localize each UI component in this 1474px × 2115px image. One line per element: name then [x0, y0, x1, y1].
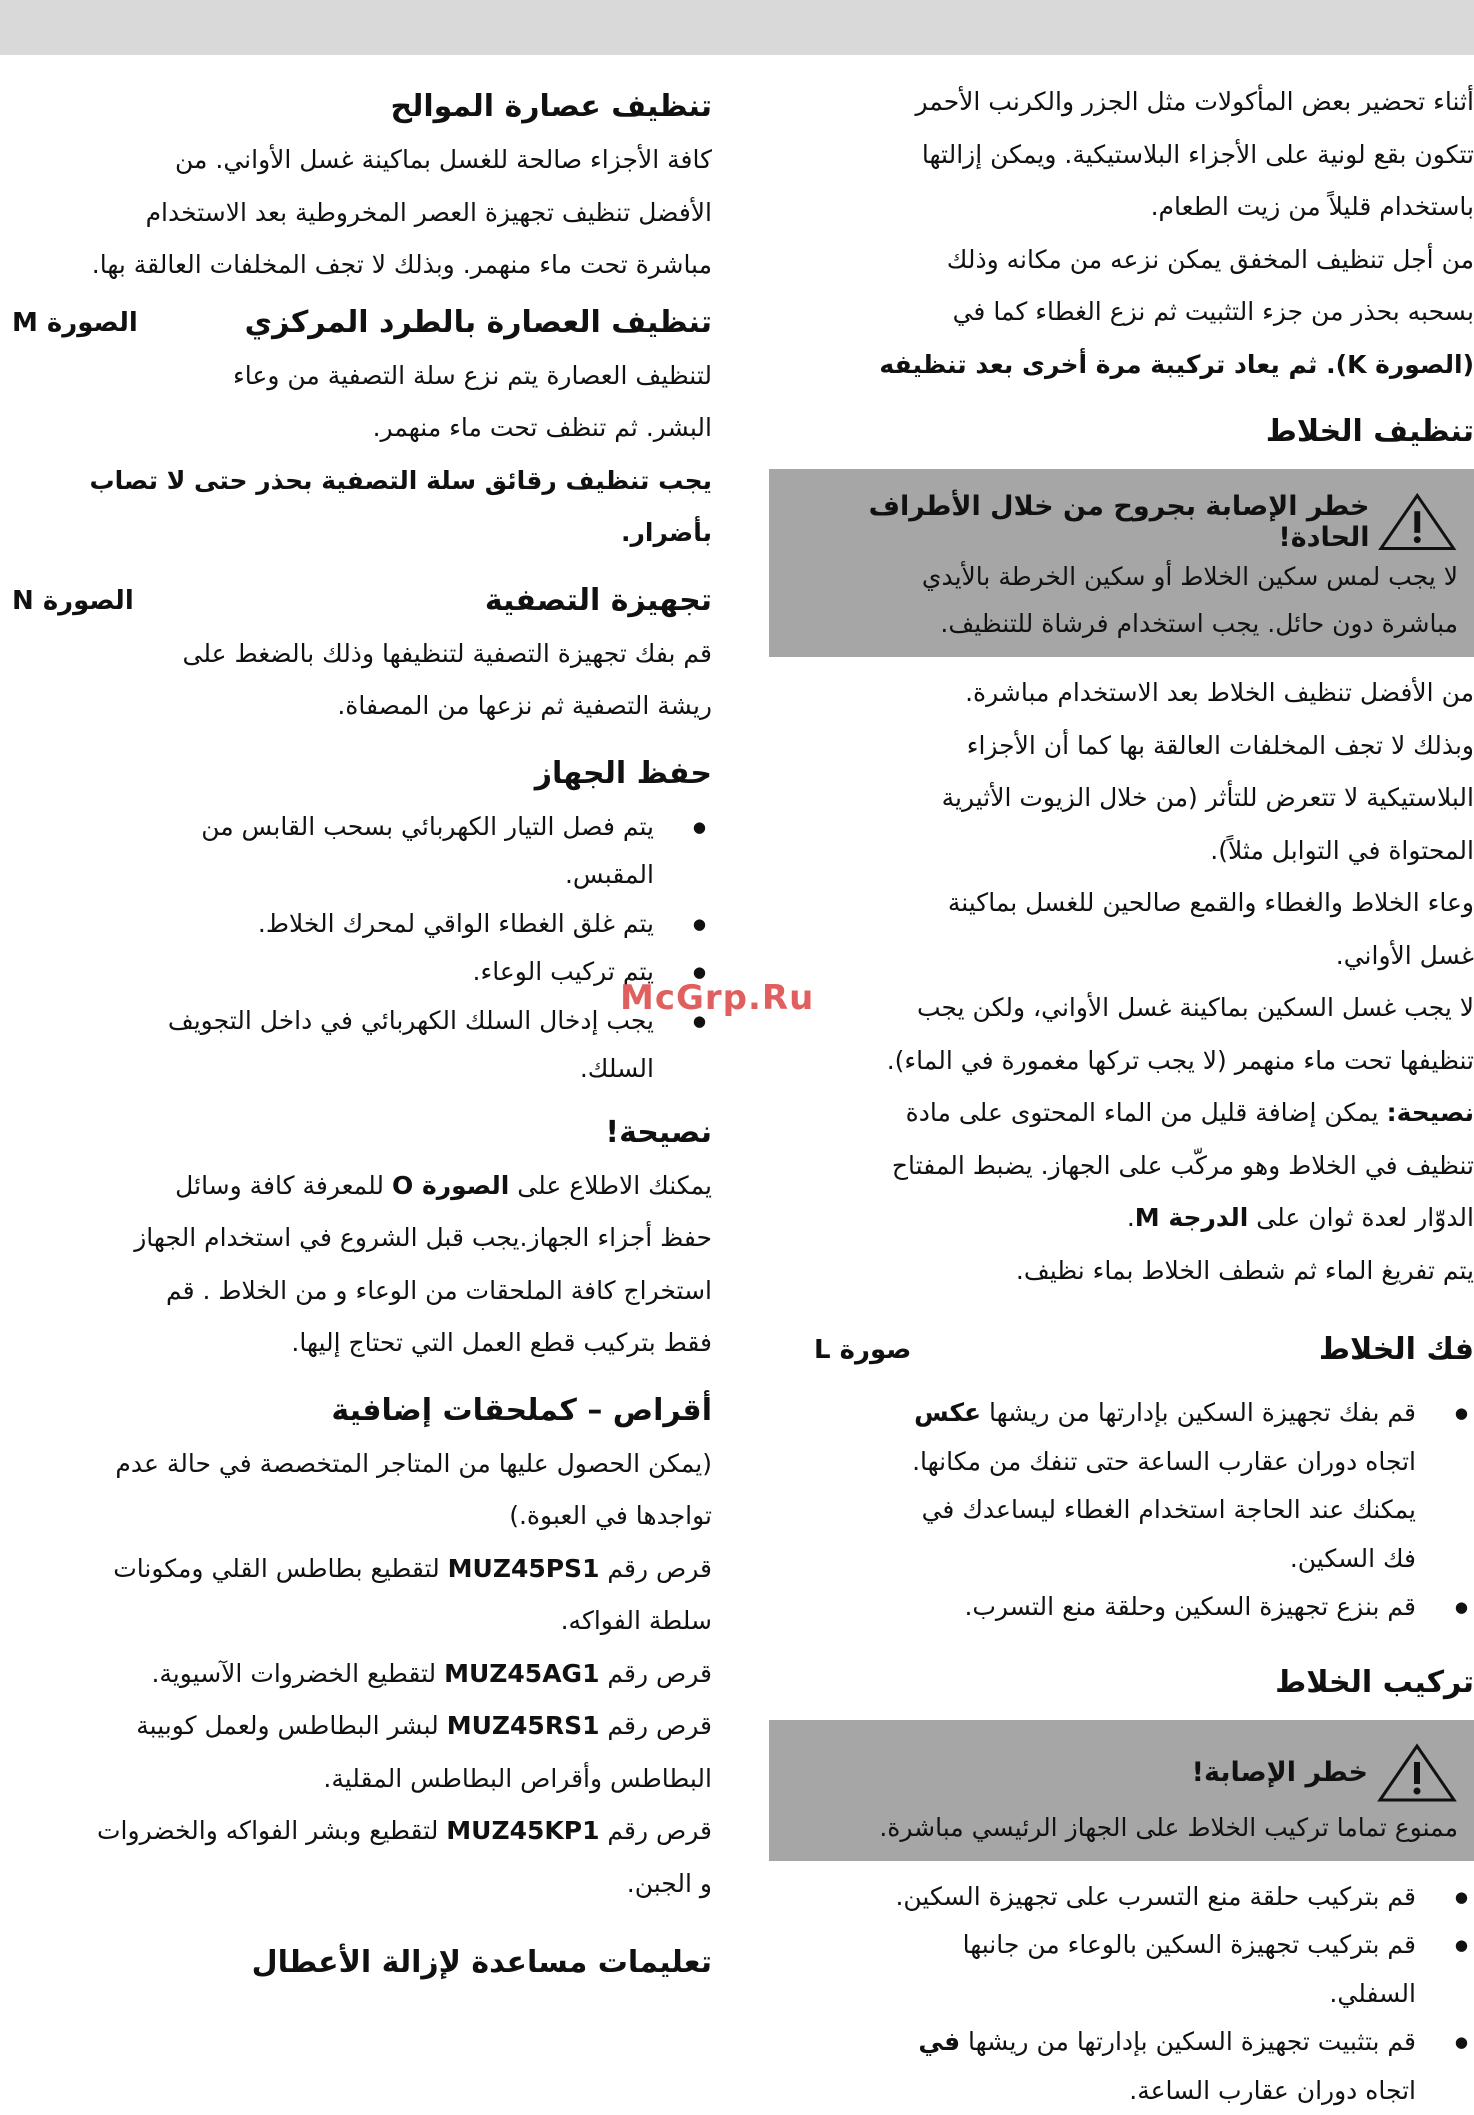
list-item: ● قم بنزع تجهيزة السكين وحلقة منع التسرب. [769, 1583, 1474, 1632]
disc-line: قرص رقم MUZ45AG1 لتقطيع الخضروات الآسيوية. [12, 1650, 712, 1699]
storage-list [12, 803, 712, 1094]
disassemble-heading: فك الخلاط [1319, 1321, 1474, 1379]
tip-label: نصيحة: [1387, 1098, 1474, 1127]
tip-line: تنظيف في الخلاط وهو مركّب على الجهاز. يضبط المفتاح [769, 1142, 1474, 1191]
top-gray-band [0, 0, 1474, 55]
centrifuge-warning: يجب تنظيف رقائق سلة التصفية بحذر حتى لا تصاب [12, 457, 712, 506]
tip2-line: استخراج كافة الملحقات من الوعاء و من الخلاط . قم [12, 1267, 712, 1316]
right-column [769, 78, 1474, 2115]
list-item: ● قم بتثبيت تجهيزة السكين بإدارتها من ريشها في اتجاه دوران عقارب الساعة. [769, 2018, 1474, 2115]
intro-line: أثناء تحضير بعض المأكولات مثل الجزر والكرنب الأحمر [769, 78, 1474, 127]
disc-line: قرص رقم MUZ45KP1 لتقطيع وبشر الفواكه والخضروات [12, 1807, 712, 1856]
list-item: ● يتم فصل التيار الكهربائي بسحب القابس من المقبس. [12, 803, 712, 900]
blender-text-line: غسل الأواني. [769, 932, 1474, 981]
disc-line: سلطة الفواكه. [12, 1597, 712, 1646]
list-item: ● يتم تركيب الوعاء. [12, 948, 712, 997]
juicer-heading: تنظيف عصارة الموالح [12, 78, 712, 136]
blender-text-line: وبذلك لا تجف المخلفات العالقة بها كما أن الأجزاء [769, 722, 1474, 771]
centrifuge-warning: بأضرار. [12, 509, 712, 558]
list-item: ● يجب إدخال السلك الكهربائي في داخل التجويف السلك. [12, 997, 712, 1094]
list-item: ● قم بتركيب حلقة منع التسرب على تجهيزة السكين. [769, 1873, 1474, 1922]
tip-line: الدوّار لعدة ثوان على الدرجة M. [769, 1194, 1474, 1243]
disc-line: و الجبن. [12, 1860, 712, 1909]
centrifuge-line: البشر. ثم تنظف تحت ماء منهمر. [12, 404, 712, 453]
discs-heading: أقراص – كملحقات إضافية [12, 1382, 712, 1440]
filter-line: ريشة التصفية ثم نزعها من المصفاة. [12, 682, 712, 731]
blender-clean-heading: تنظيف الخلاط [769, 403, 1474, 461]
centrifuge-heading: تنظيف العصارة بالطرد المركزي [245, 294, 712, 352]
watermark-text: McGrp.Ru [620, 978, 814, 1018]
warning-triangle-icon [1377, 491, 1458, 553]
troubleshoot-heading: تعليمات مساعدة لإزالة الأعطال [12, 1934, 712, 1992]
blender-text-line: من الأفضل تنظيف الخلاط بعد الاستخدام مباشرة. [769, 669, 1474, 718]
discs-intro: (يمكن الحصول عليها من المتاجر المتخصصة في حالة عدم [12, 1440, 712, 1489]
centrifuge-line: لتنظيف العصارة يتم نزع سلة التصفية من وعاء [12, 352, 712, 401]
warning-line: ممنوع تماما تركيب الخلاط على الجهاز الرئيسي مباشرة. [779, 1804, 1458, 1851]
juicer-line: الأفضل تنظيف تجهيزة العصر المخروطية بعد الاستخدام [12, 189, 712, 238]
tip-line: نصيحة: يمكن إضافة قليل من الماء المحتوى على مادة [769, 1089, 1474, 1138]
assemble-heading: تركيب الخلاط [769, 1654, 1474, 1712]
intro-line: من أجل تنظيف المخفق يمكن نزعه من مكانه وذلك [769, 236, 1474, 285]
tip2-line: حفظ أجزاء الجهاز.يجب قبل الشروع في استخدام الجهاز [12, 1214, 712, 1263]
tip2-line: يمكنك الاطلاع على الصورة O للمعرفة كافة وسائل [12, 1162, 712, 1211]
warning-box-injury [769, 1720, 1474, 1861]
discs-intro: تواجدها في العبوة.) [12, 1492, 712, 1541]
figure-ref-m: الصورة M [12, 308, 138, 338]
intro-line: بسحبه بحذر من جزء التثبيت ثم نزع الغطاء كما في [769, 288, 1474, 337]
blender-text-line: المحتواة في التوابل مثلاً). [769, 827, 1474, 876]
filter-line: قم بفك تجهيزة التصفية لتنظيفها وذلك بالضغط على [12, 630, 712, 679]
tip2-heading: نصيحة! [12, 1104, 712, 1162]
intro-line: تتكون بقع لونية على الأجزاء البلاستيكية. ويمكن إزالتها [769, 131, 1474, 180]
figure-ref-n: الصورة N [12, 586, 134, 616]
left-column [12, 78, 712, 1992]
blender-text-line: وعاء الخلاط والغطاء والقمع صالحين للغسل بماكينة [769, 879, 1474, 928]
disc-line: البطاطس وأقراص البطاطس المقلية. [12, 1755, 712, 1804]
disc-line: قرص رقم MUZ45RS1 لبشر البطاطس ولعمل كوبيبة [12, 1702, 712, 1751]
list-item: ● يتم غلق الغطاء الواقي لمحرك الخلاط. [12, 900, 712, 949]
list-item: ● قم بفك تجهيزة السكين بإدارتها من ريشها عكس اتجاه دوران عقارب الساعة حتى تنفك من مكانها. يمكنك عند الحاجة استخدام الغطاء ليساعدك في فك السكين. [769, 1389, 1474, 1583]
blender-text-line: تنظيفها تحت ماء منهمر (لا يجب تركها مغمورة في الماء). [769, 1037, 1474, 1086]
warning-line: لا يجب لمس سكين الخلاط أو سكين الخرطة بالأيدي [779, 553, 1458, 600]
warning-title: خطر الإصابة بجروح من خلال الأطراف الحادة! [779, 491, 1369, 553]
figure-ref-l: صورة L [814, 1335, 911, 1365]
disc-line: قرص رقم MUZ45PS1 لتقطيع بطاطس القلي ومكونات [12, 1545, 712, 1594]
warning-box-sharp [769, 469, 1474, 657]
warning-triangle-icon [1376, 1742, 1458, 1804]
assemble-list [769, 1873, 1474, 2115]
storage-heading: حفظ الجهاز [12, 745, 712, 803]
disassemble-list [769, 1389, 1474, 1632]
blender-text-line: البلاستيكية لا تتعرض للتأثر (من خلال الزيوت الأثيرية [769, 774, 1474, 823]
intro-line: باستخدام قليلاً من زيت الطعام. [769, 183, 1474, 232]
tip-line: يتم تفريغ الماء ثم شطف الخلاط بماء نظيف. [769, 1247, 1474, 1296]
juicer-line: كافة الأجزاء صالحة للغسل بماكينة غسل الأواني. من [12, 136, 712, 185]
intro-line: (الصورة K). ثم يعاد تركيبة مرة أخرى بعد تنظيفه [769, 341, 1474, 390]
juicer-line: مباشرة تحت ماء منهمر. وبذلك لا تجف المخلفات العالقة بها. [12, 241, 712, 290]
list-item: ● قم بتركيب تجهيزة السكين بالوعاء من جانبها السفلي. [769, 1921, 1474, 2018]
warning-title: خطر الإصابة! [1192, 1757, 1368, 1788]
tip2-line: فقط بتركيب قطع العمل التي تحتاج إليها. [12, 1319, 712, 1368]
filter-heading: تجهيزة التصفية [485, 572, 712, 630]
warning-line: مباشرة دون حائل. يجب استخدام فرشاة للتنظيف. [779, 600, 1458, 647]
blender-text-line: لا يجب غسل السكين بماكينة غسل الأواني، ولكن يجب [769, 984, 1474, 1033]
